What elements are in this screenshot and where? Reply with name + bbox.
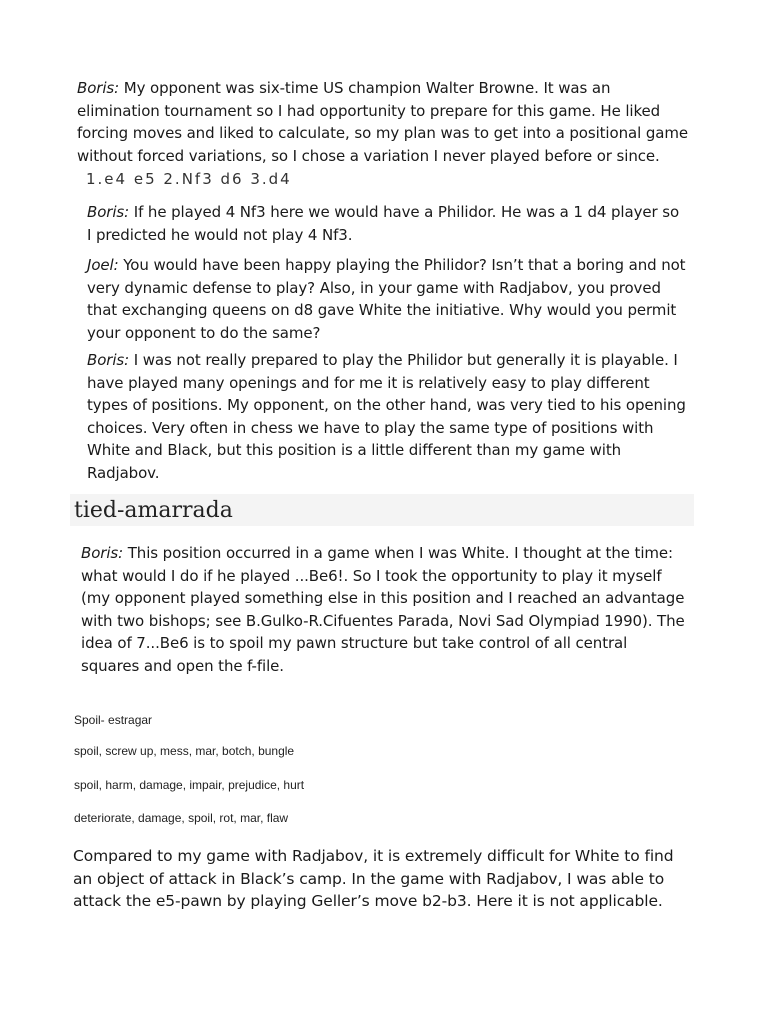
- vocab-line: spoil, harm, damage, impair, prejudice, hurt: [74, 778, 305, 792]
- paragraph-joel-question: [87, 254, 687, 344]
- vocab-line: spoil, screw up, mess, mar, botch, bungle: [74, 744, 295, 758]
- clipped-moves-text: 1.e4 e5 2.Nf3 d6 3.d4: [86, 170, 292, 188]
- paragraph-text: My opponent was six-time US champion Walter Browne. It was an elimination tournament so I had opportunity to prepare for this game. He liked forcing moves and liked to calculate, so my plan was to get into a positional game without forced variations, so I chose a variation I never played before or since.: [77, 79, 688, 165]
- speaker-label: Boris:: [87, 203, 130, 221]
- speaker-label: Joel:: [87, 256, 119, 274]
- speaker-label: Boris:: [77, 79, 120, 97]
- paragraph-text: This position occurred in a game when I was White. I thought at the time: what would I do if he played ...Be6!. So I took the opportunity to play it myself (my opponent played something else in this position and I reached an advantage with two bishops; see B.Gulko-R.Cifuentes Parada, Novi Sad Olympiad 1990). The idea of 7...Be6 is to spoil my pawn structure but take control of all central squares and open the f-file.: [81, 544, 685, 675]
- paragraph-text: If he played 4 Nf3 here we would have a Philidor. He was a 1 d4 player so I predicted he would not play 4 Nf3.: [87, 203, 680, 244]
- speaker-label: Boris:: [87, 351, 130, 369]
- clipped-moves-line: [86, 170, 306, 188]
- speaker-label: Boris:: [81, 544, 124, 562]
- section-heading: tied-amarrada: [74, 498, 233, 523]
- paragraph-boris-answer: [87, 349, 687, 484]
- paragraph-text: You would have been happy playing the Philidor? Isn’t that a boring and not very dynamic defense to play? Also, in your game with Radjabov, you proved that exchanging queens on d8 gave White the initiative. Why would you permit your opponent to do the same?: [87, 256, 686, 342]
- paragraph-philidor-prediction: [87, 201, 687, 246]
- paragraph-radjabov-comparison: Compared to my game with Radjabov, it is extremely difficult for White to find an object of attack in Black’s camp. In the game with Radjabov, I was able to attack the e5-pawn by playing Geller’s move b2-b3. Here it is not applicable.: [73, 847, 674, 910]
- vocab-line: deteriorate, damage, spoil, rot, mar, flaw: [74, 811, 289, 825]
- paragraph-text: I was not really prepared to play the Philidor but generally it is playable. I have played many openings and for me it is relatively easy to play different types of positions. My opponent, on the other hand, was very tied to his opening choices. Very often in chess we have to play the same type of positions with White and Black, but this position is a little different than my game with Radjabov.: [87, 351, 686, 482]
- paragraph-be6-idea: [81, 542, 685, 677]
- paragraph-browne-intro: [77, 77, 689, 167]
- vocab-line: Spoil- estragar: [74, 713, 153, 727]
